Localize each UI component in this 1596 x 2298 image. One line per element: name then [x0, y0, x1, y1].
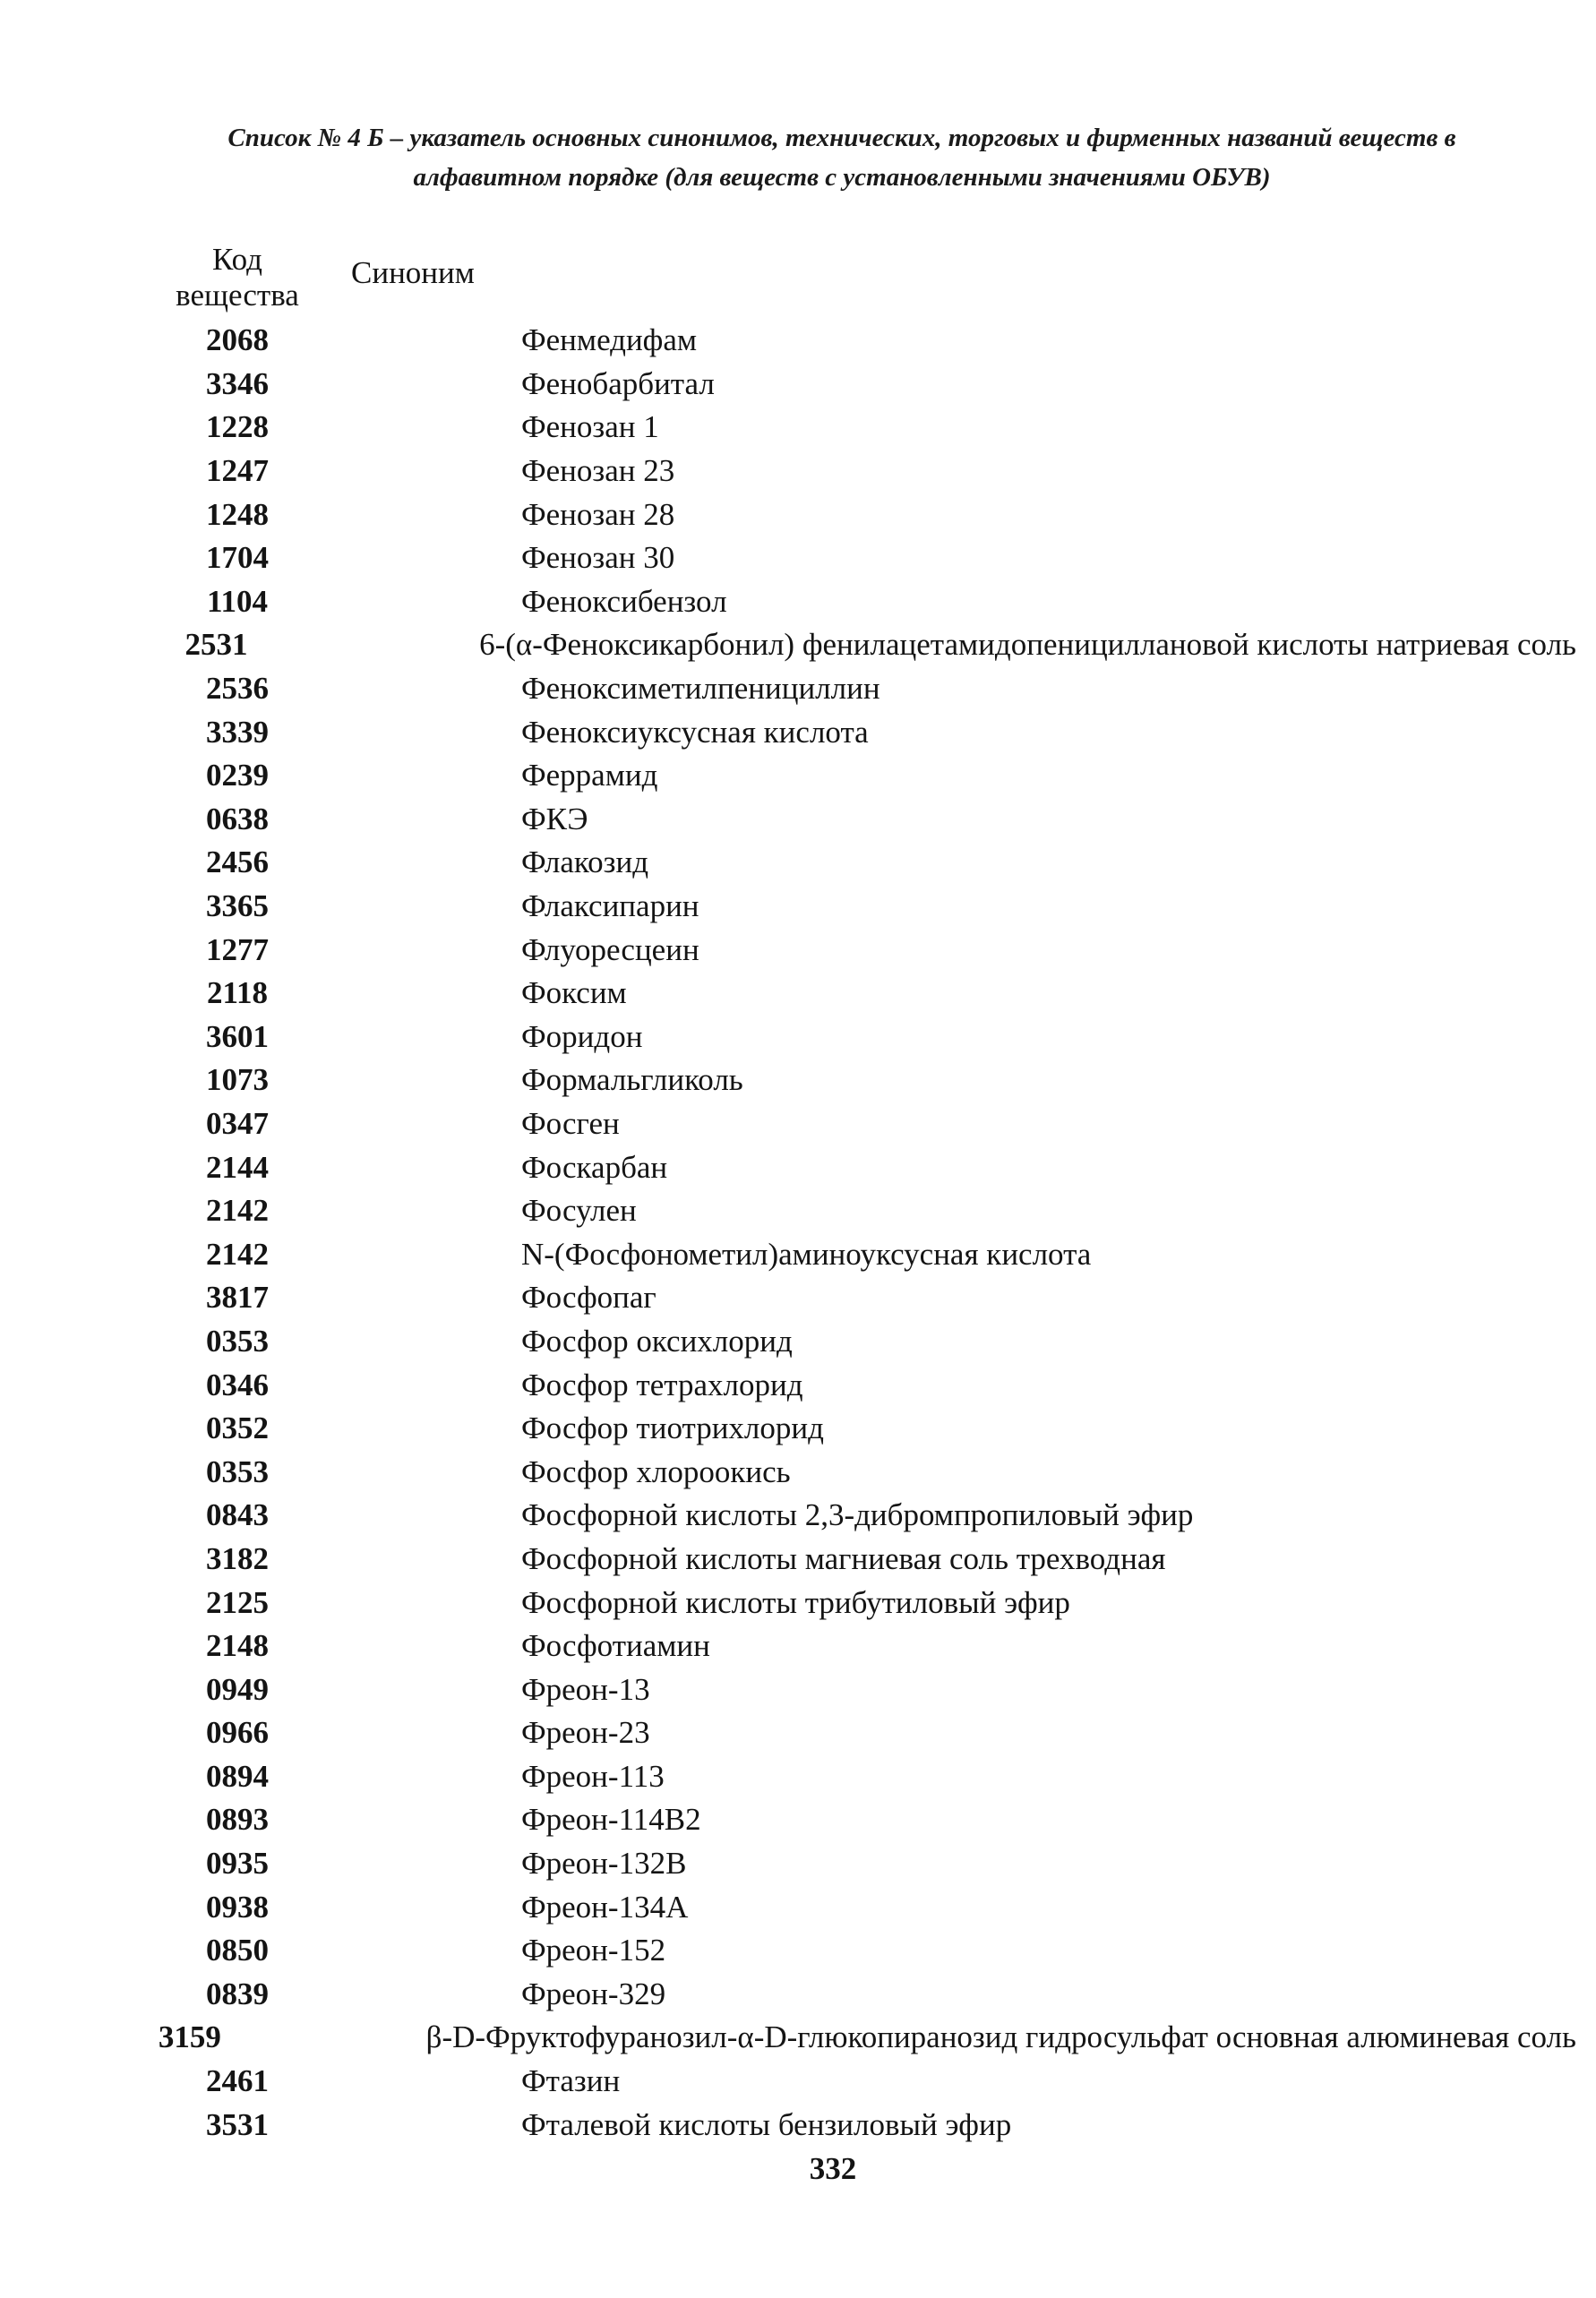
- table-row: [152, 1711, 1576, 1755]
- table-row: [152, 710, 1576, 754]
- synonym-name: Фреон-23: [521, 1715, 650, 1751]
- substance-code: 2142: [206, 1193, 269, 1229]
- table-row: [152, 1016, 1576, 1059]
- synonym-name: Фоксим: [521, 975, 627, 1011]
- table-row: [152, 1276, 1576, 1320]
- synonym-name: Фталевой кислоты бензиловый эфир: [521, 2106, 1012, 2142]
- substance-code: 2118: [206, 975, 269, 1011]
- substance-code: 2148: [206, 1628, 269, 1664]
- synonym-name: Формальгликоль: [521, 1062, 743, 1098]
- synonym-name: Фенобарбитал: [521, 365, 715, 401]
- synonym-name: Фреон-113: [521, 1758, 665, 1794]
- substance-code: 0347: [206, 1105, 269, 1141]
- synonym-name: Фенмедифам: [521, 322, 698, 358]
- synonym-name: Фенозан 28: [521, 496, 675, 532]
- substance-code: 2461: [206, 2063, 269, 2099]
- table-row: [152, 1363, 1576, 1407]
- substance-code: 0346: [206, 1367, 269, 1402]
- synonym-name: Флакозид: [521, 845, 648, 880]
- synonym-name: Фоскарбан: [521, 1149, 668, 1185]
- substance-code: 0839: [206, 1976, 269, 2011]
- synonym-name: 6-(α-Феноксикарбонил) фенилацетамидопенициллановой кислоты натриевая соль: [479, 627, 1576, 663]
- table-row: [152, 363, 1576, 407]
- synonym-name: Фосфопаг: [521, 1280, 656, 1316]
- substance-code: 1248: [206, 496, 269, 532]
- column-header-synonym: Синоним: [351, 255, 475, 290]
- synonym-table: [152, 319, 1576, 2147]
- table-row: [152, 1581, 1576, 1625]
- table-row: [152, 1407, 1576, 1451]
- header-line-1: Список № 4 Б – указатель основных синонимов, технических, торговых и фирменных названий веществ в: [227, 124, 1456, 152]
- substance-code: 1104: [206, 583, 269, 619]
- substance-code: 3346: [206, 365, 269, 401]
- synonym-name: Фреон-132В: [521, 1846, 687, 1882]
- header-line-2: алфавитном порядке (для веществ с установленными значениями ОБУВ): [413, 163, 1271, 192]
- substance-code: 2125: [206, 1584, 269, 1620]
- substance-code: 2531: [184, 627, 248, 663]
- substance-code: 2456: [206, 845, 269, 880]
- table-row: [152, 1668, 1576, 1711]
- table-row: [152, 1232, 1576, 1276]
- substance-code: 0239: [206, 758, 269, 793]
- synonym-name: β-D-Фруктофуранозил-α-D-глюкопиранозид гидросульфат основная алюминевая соль: [425, 2019, 1576, 2055]
- synonym-name: Фосфорной кислоты трибутиловый эфир: [521, 1584, 1070, 1620]
- table-row: [152, 667, 1576, 711]
- substance-code: 1073: [206, 1062, 269, 1098]
- column-header-code: Код вещества: [176, 242, 299, 313]
- table-row: [152, 406, 1576, 450]
- substance-code: 0949: [206, 1671, 269, 1707]
- table-row: [152, 928, 1576, 972]
- substance-code: 3531: [206, 2106, 269, 2142]
- substance-code: 1277: [206, 931, 269, 967]
- synonym-name: ФКЭ: [521, 801, 588, 836]
- synonym-name: Феноксиметилпенициллин: [521, 671, 880, 707]
- table-row: [152, 1929, 1576, 1973]
- table-row: [152, 1059, 1576, 1102]
- synonym-name: Фосфорной кислоты магниевая соль трехводная: [521, 1540, 1166, 1576]
- synonym-name: Фенозан 23: [521, 453, 675, 489]
- substance-code: 1247: [206, 453, 269, 489]
- table-row: [152, 493, 1576, 536]
- table-row: [152, 2103, 1576, 2147]
- synonym-name: Фосфор тиотрихлорид: [521, 1411, 824, 1446]
- synonym-name: Фтазин: [521, 2063, 621, 2099]
- substance-code: 2536: [206, 671, 269, 707]
- table-row: [152, 972, 1576, 1016]
- synonym-name: Феноксиуксусная кислота: [521, 714, 869, 750]
- substance-code: 0353: [206, 1453, 269, 1489]
- synonym-name: Фосфор хлороокись: [521, 1453, 791, 1489]
- substance-code: 2068: [206, 322, 269, 358]
- substance-code: 0935: [206, 1846, 269, 1882]
- table-row: [152, 580, 1576, 624]
- synonym-name: Фенозан 30: [521, 540, 675, 576]
- substance-code: 3365: [206, 888, 269, 924]
- substance-code: 0938: [206, 1889, 269, 1925]
- synonym-name: Фосфор тетрахлорид: [521, 1367, 803, 1402]
- table-row: [152, 885, 1576, 929]
- synonym-name: Фреон-152: [521, 1933, 666, 1968]
- synonym-name: N-(Фосфонометил)аминоуксусная кислота: [521, 1236, 1092, 1272]
- table-row: [152, 1798, 1576, 1842]
- synonym-name: Фосфорной кислоты 2,3-дибромпропиловый эфир: [521, 1497, 1194, 1533]
- substance-code: 0353: [206, 1323, 269, 1359]
- table-row: [152, 536, 1576, 580]
- substance-code: 0893: [206, 1802, 269, 1838]
- substance-code: 2144: [206, 1149, 269, 1185]
- table-row: [152, 754, 1576, 798]
- synonym-name: Фреон-329: [521, 1976, 666, 2011]
- substance-code: 3817: [206, 1280, 269, 1316]
- synonym-name: Фреон-13: [521, 1671, 650, 1707]
- substance-code: 3601: [206, 1018, 269, 1054]
- table-row: [152, 1885, 1576, 1929]
- synonym-name: Флаксипарин: [521, 888, 699, 924]
- table-row: [152, 1538, 1576, 1582]
- table-row: [152, 1973, 1576, 2017]
- synonym-name: Фенозан 1: [521, 409, 659, 445]
- synonym-name: Феноксибензол: [521, 583, 727, 619]
- table-row: [152, 1102, 1576, 1146]
- page-number: 332: [809, 2151, 857, 2186]
- table-row: [152, 2060, 1576, 2104]
- synonym-name: Флуоресцеин: [521, 931, 699, 967]
- synonym-name: Форидон: [521, 1018, 643, 1054]
- table-row: [152, 450, 1576, 493]
- substance-code: 0843: [206, 1497, 269, 1533]
- substance-code: 0894: [206, 1758, 269, 1794]
- synonym-name: Фосулен: [521, 1193, 637, 1229]
- substance-code: 3339: [206, 714, 269, 750]
- table-row: [152, 623, 1576, 667]
- substance-code: 0966: [206, 1715, 269, 1751]
- table-row: [152, 1755, 1576, 1799]
- synonym-name: Феррамид: [521, 758, 658, 793]
- substance-code: 1228: [206, 409, 269, 445]
- substance-code: 1704: [206, 540, 269, 576]
- synonym-name: Фосген: [521, 1105, 620, 1141]
- table-row: [152, 2016, 1576, 2060]
- table-row: [152, 1320, 1576, 1364]
- table-row: [152, 1145, 1576, 1189]
- synonym-name: Фреон-114В2: [521, 1802, 701, 1838]
- synonym-name: Фосфотиамин: [521, 1628, 710, 1664]
- substance-code: 3159: [158, 2019, 221, 2055]
- substance-code: 0638: [206, 801, 269, 836]
- table-row: [152, 319, 1576, 363]
- substance-code: 3182: [206, 1540, 269, 1576]
- table-row: [152, 1625, 1576, 1668]
- table-row: [152, 1494, 1576, 1538]
- table-row: [152, 1189, 1576, 1233]
- table-row: [152, 841, 1576, 885]
- table-row: [152, 798, 1576, 842]
- substance-code: 0850: [206, 1933, 269, 1968]
- synonym-name: Фосфор оксихлорид: [521, 1323, 793, 1359]
- table-row: [152, 1450, 1576, 1494]
- table-row: [152, 1842, 1576, 1886]
- substance-code: 0352: [206, 1411, 269, 1446]
- synonym-name: Фреон-134А: [521, 1889, 689, 1925]
- page-header: [143, 118, 1540, 197]
- substance-code: 2142: [206, 1236, 269, 1272]
